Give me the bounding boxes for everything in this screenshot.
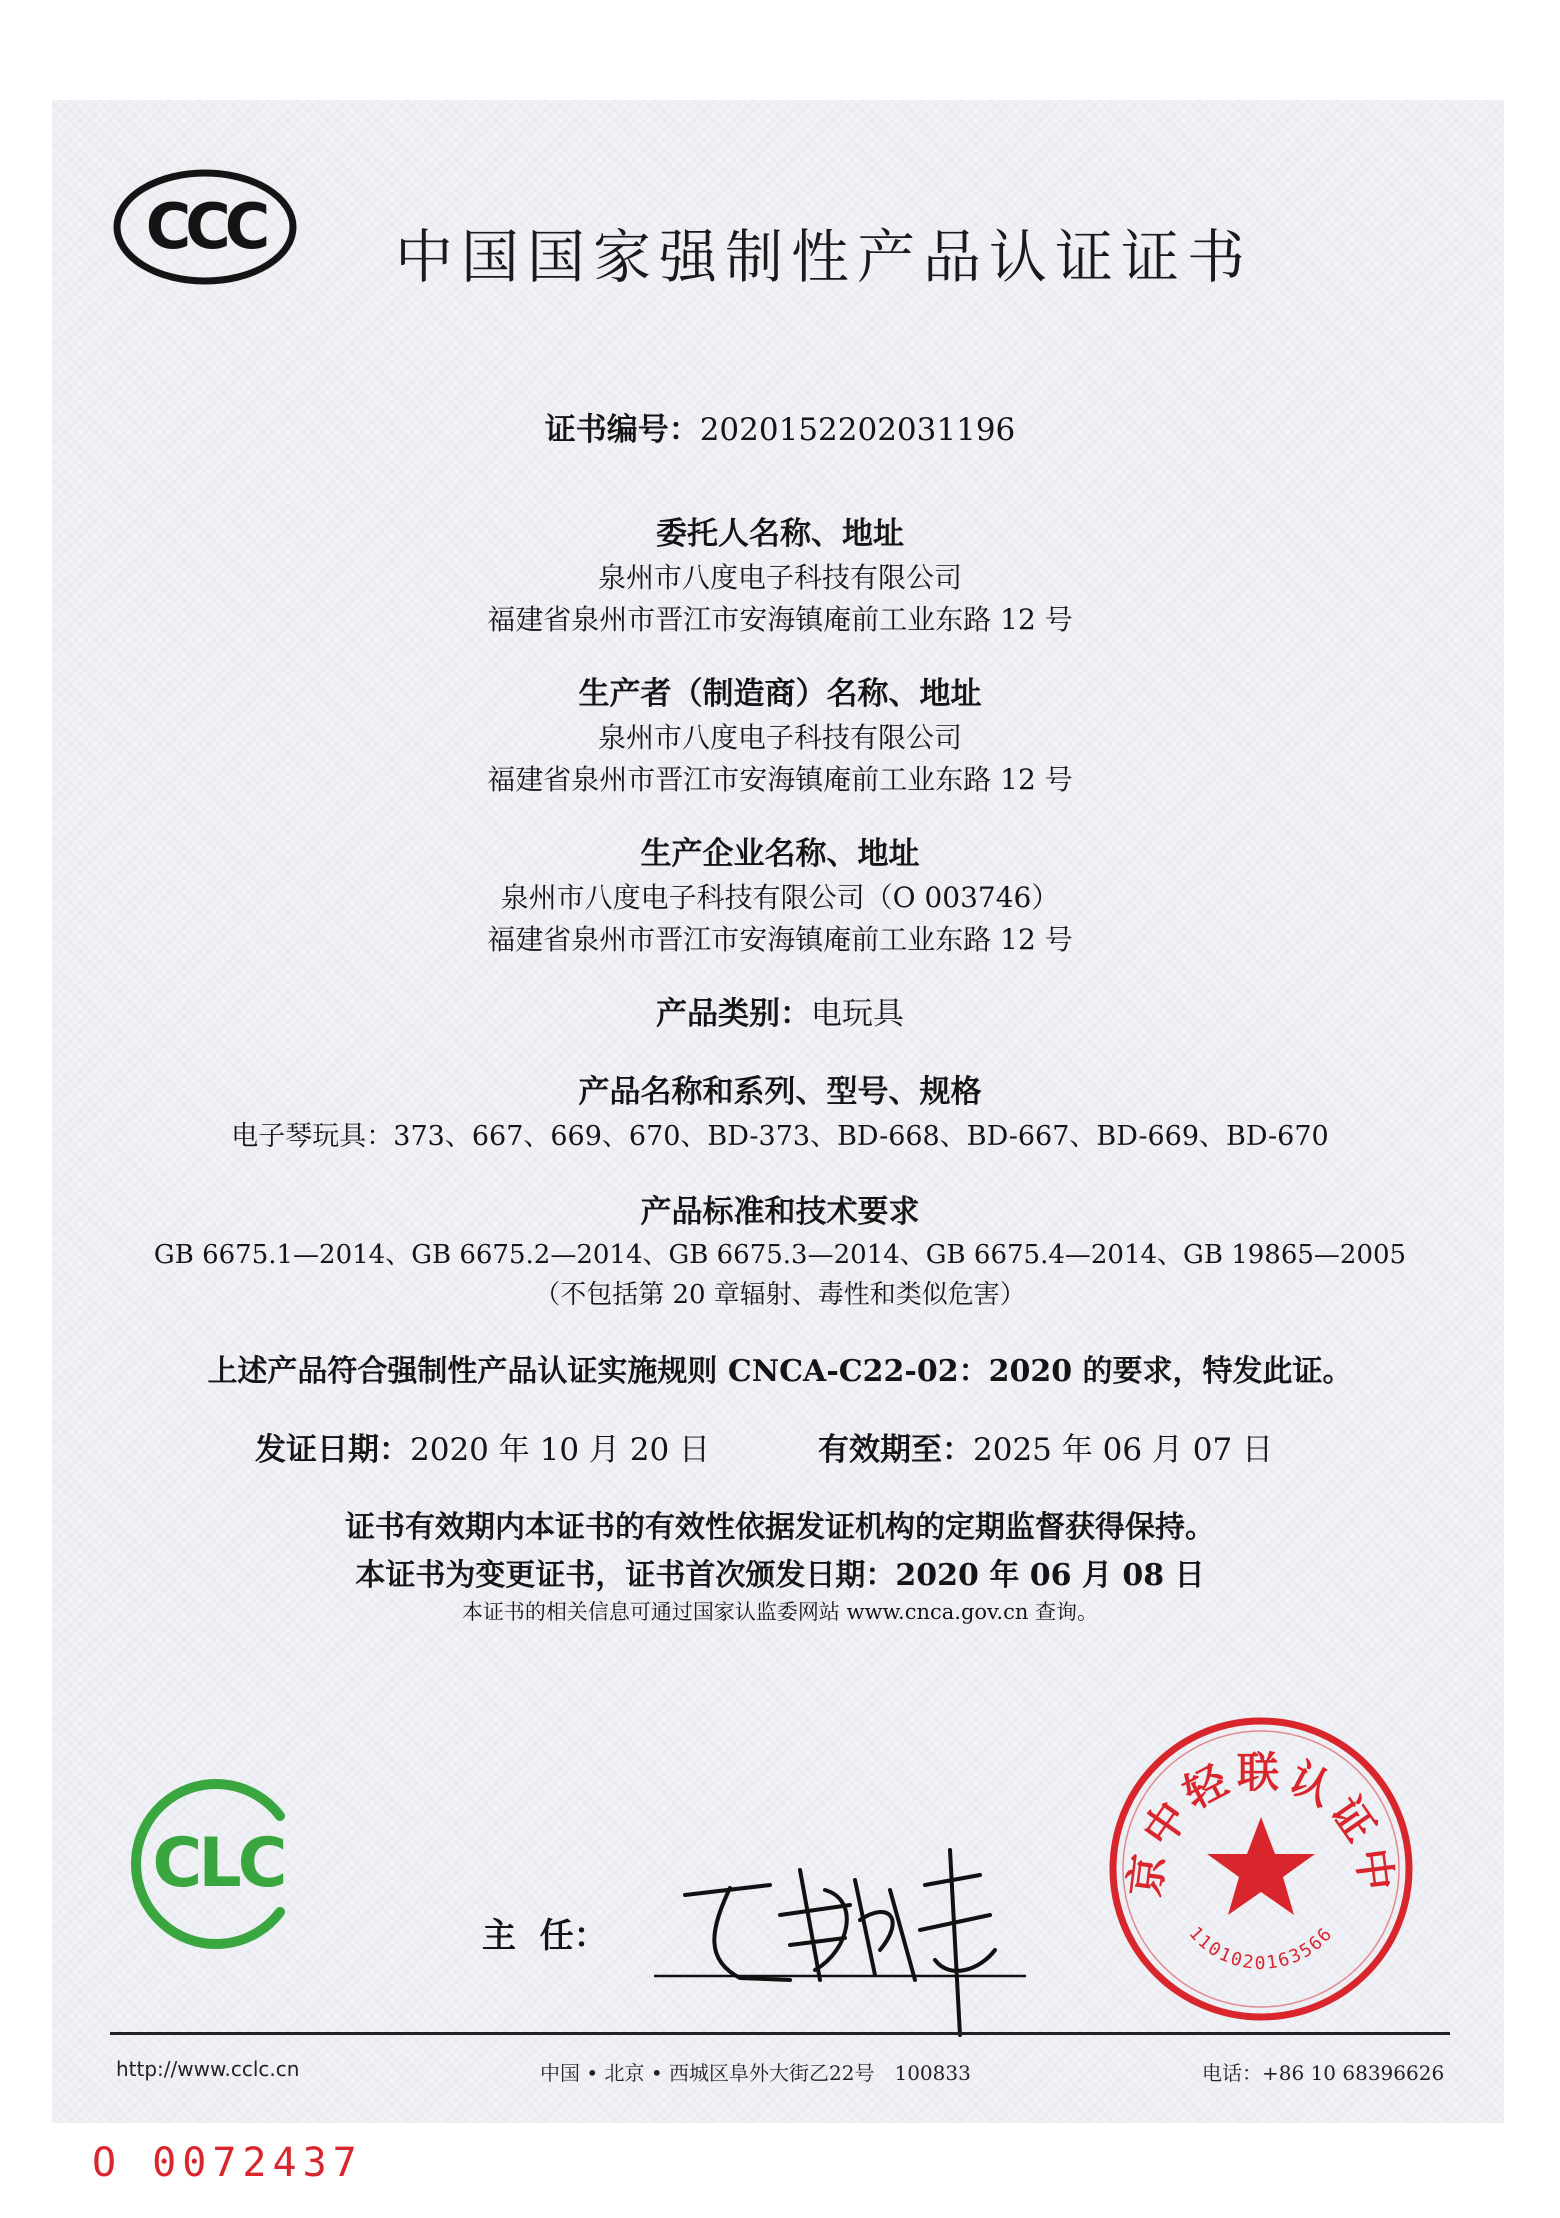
footer-phone: 电话：+86 10 68396626 xyxy=(1202,2061,1445,2085)
director-label: 主 任： xyxy=(482,1916,608,1956)
seal-ring-text: 京中轻联认证中 xyxy=(1120,1748,1402,1900)
clc-logo-text: CLC xyxy=(152,1824,284,1903)
client-heading: 委托人名称、地址 xyxy=(656,516,904,552)
standards-heading: 产品标准和技术要求 xyxy=(640,1194,920,1230)
query-note: 本证书的相关信息可通过国家认监委网站 www.cnca.gov.cn 查询。 xyxy=(461,1600,1099,1624)
footer-address: 中国 • 北京 • 西城区阜外大街乙22号 100833 xyxy=(540,2061,971,2085)
ccc-logo-text: CCC xyxy=(145,190,265,263)
standards-note: （不包括第 20 章辐射、毒性和类似危害） xyxy=(534,1280,1026,1310)
ccc-logo xyxy=(112,168,298,286)
issue-date-value: 2020 年 10 月 20 日 xyxy=(410,1432,711,1468)
footer-rule xyxy=(110,2032,1450,2035)
manufacturer-heading: 生产者（制造商）名称、地址 xyxy=(578,676,982,712)
issue-date-row xyxy=(255,1424,710,1469)
product-category-label: 产品类别： xyxy=(656,996,811,1032)
factory-heading: 生产企业名称、地址 xyxy=(640,836,920,872)
product-category-value: 电玩具 xyxy=(811,996,904,1032)
product-category-row xyxy=(0,988,1560,1033)
certificate-number-value: 2020152202031196 xyxy=(699,412,1016,448)
validity-statement: 证书有效期内本证书的有效性依据发证机构的定期监督获得保持。 xyxy=(345,1510,1215,1545)
certificate-number-row xyxy=(0,404,1560,449)
standards-value: GB 6675.1—2014、GB 6675.2—2014、GB 6675.3—2014、GB 6675.4—2014、GB 19865—2005 xyxy=(153,1240,1407,1270)
product-models-heading: 产品名称和系列、型号、规格 xyxy=(578,1074,982,1110)
product-models-value: 电子琴玩具：373、667、669、670、BD-373、BD-668、BD-667、BD-669、BD-670 xyxy=(231,1121,1329,1152)
compliance-statement: 上述产品符合强制性产品认证实施规则 CNCA-C22-02：2020 的要求，特发此证。 xyxy=(207,1354,1353,1389)
footer-website[interactable]: http://www.cclc.cn xyxy=(116,2057,300,2081)
factory-name: 泉州市八度电子科技有限公司（O 003746） xyxy=(500,881,1060,914)
svg-text:1101020163566 xyxy=(1185,1923,1338,1974)
clc-logo xyxy=(130,1776,306,1952)
certificate-title: 中国国家强制性产品认证证书 xyxy=(395,223,1254,291)
client-address: 福建省泉州市晋江市安海镇庵前工业东路 12 号 xyxy=(487,603,1073,636)
seal-number: 1101020163566 xyxy=(1184,1922,1338,1974)
serial-number: O 0072437 xyxy=(92,2140,363,2186)
expiry-date-value: 2025 年 06 月 07 日 xyxy=(973,1432,1274,1468)
manufacturer-name: 泉州市八度电子科技有限公司 xyxy=(597,721,962,754)
expiry-date-row xyxy=(818,1424,1273,1469)
client-name: 泉州市八度电子科技有限公司 xyxy=(597,561,962,594)
director-signature xyxy=(650,1830,1030,2040)
factory-address: 福建省泉州市晋江市安海镇庵前工业东路 12 号 xyxy=(487,923,1073,956)
change-statement: 本证书为变更证书，证书首次颁发日期：2020 年 06 月 08 日 xyxy=(355,1558,1205,1593)
expiry-date-label: 有效期至： xyxy=(818,1432,973,1468)
certificate-number-label: 证书编号： xyxy=(544,412,700,448)
red-seal xyxy=(1104,1712,1418,2026)
issue-date-label: 发证日期： xyxy=(255,1432,410,1468)
manufacturer-address: 福建省泉州市晋江市安海镇庵前工业东路 12 号 xyxy=(487,763,1073,796)
